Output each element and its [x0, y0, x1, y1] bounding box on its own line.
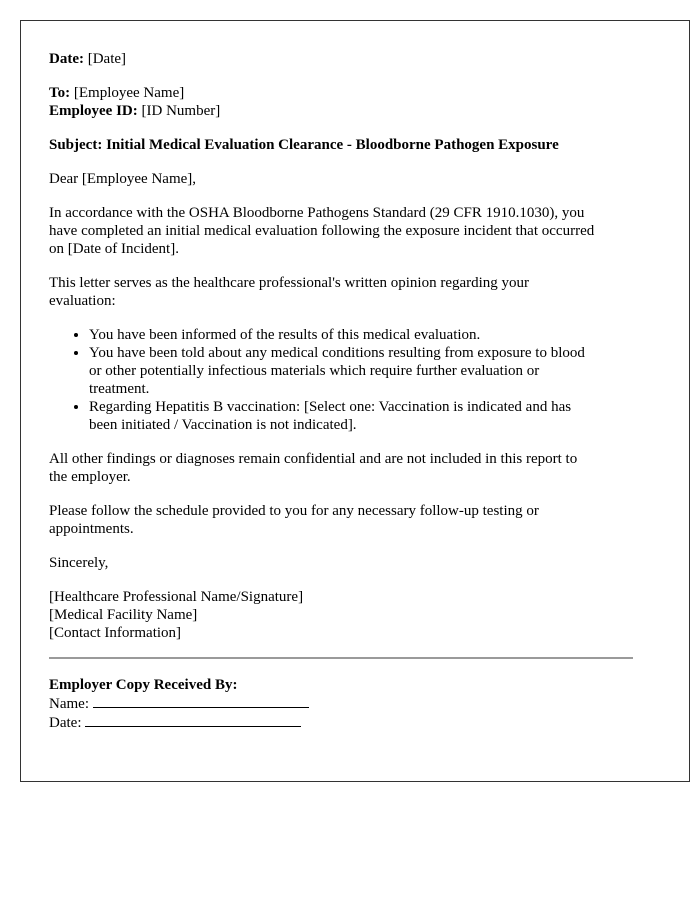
employer-date-label: Date:: [49, 715, 82, 731]
paragraph-confidential: [49, 450, 639, 486]
to-label: To:: [49, 85, 71, 101]
employer-copy-block: [49, 676, 639, 732]
employer-date-field[interactable]: [85, 713, 301, 727]
signature-name: [Healthcare Professional Name/Signature]: [49, 589, 304, 605]
employer-copy-heading: Employer Copy Received By:: [49, 677, 238, 693]
employee-id-value: [ID Number]: [141, 103, 221, 119]
employer-name-field[interactable]: [93, 694, 309, 708]
list-item: • You have been told about any medical conditions resulting from exposure to blood or other potentially infectious materials which require further evaluation or treatment.: [89, 344, 639, 398]
para3-line1: All other findings or diagnoses remain confidential and are not included in this report to: [49, 451, 578, 467]
recipient-block: [49, 84, 639, 120]
date-line: [49, 50, 639, 68]
employee-id-label: Employee ID:: [49, 103, 138, 119]
to-value: [Employee Name]: [73, 85, 185, 101]
para1-line1: In accordance with the OSHA Bloodborne Pathogens Standard (29 CFR 1910.1030), you: [49, 205, 585, 221]
para4-line1: Please follow the schedule provided to you for any necessary follow-up testing or: [49, 503, 539, 519]
paragraph-followup: [49, 502, 639, 538]
employer-name-label: Name:: [49, 696, 89, 712]
subject-line: Subject: Initial Medical Evaluation Clearance - Bloodborne Pathogen Exposure: [49, 137, 559, 153]
list-item: • Regarding Hepatitis B vaccination: [Select one: Vaccination is indicated and has been initiated / Vaccination is not indicated].: [89, 398, 639, 434]
signature-block: [49, 588, 639, 642]
paragraph-osha: [49, 204, 639, 258]
salutation: Dear [Employee Name],: [49, 171, 197, 187]
closing: Sincerely,: [49, 555, 109, 571]
date-value: [Date]: [87, 51, 127, 67]
paragraph-opinion: [49, 274, 639, 310]
date-label: Date:: [49, 51, 84, 67]
findings-list: [49, 326, 639, 434]
para4-line2: appointments.: [49, 521, 134, 537]
para2-line1: This letter serves as the healthcare professional's written opinion regarding your: [49, 275, 530, 291]
signature-contact: [Contact Information]: [49, 625, 182, 641]
para1-line3: on [Date of Incident].: [49, 241, 179, 257]
signature-facility: [Medical Facility Name]: [49, 607, 198, 623]
section-divider: [49, 657, 633, 659]
para1-line2: have completed an initial medical evaluation following the exposure incident that occurred: [49, 223, 595, 239]
letter-page: [20, 20, 690, 782]
list-item: • You have been informed of the results of this medical evaluation.: [89, 326, 639, 344]
para3-line2: the employer.: [49, 469, 131, 485]
para2-line2: evaluation:: [49, 293, 116, 309]
